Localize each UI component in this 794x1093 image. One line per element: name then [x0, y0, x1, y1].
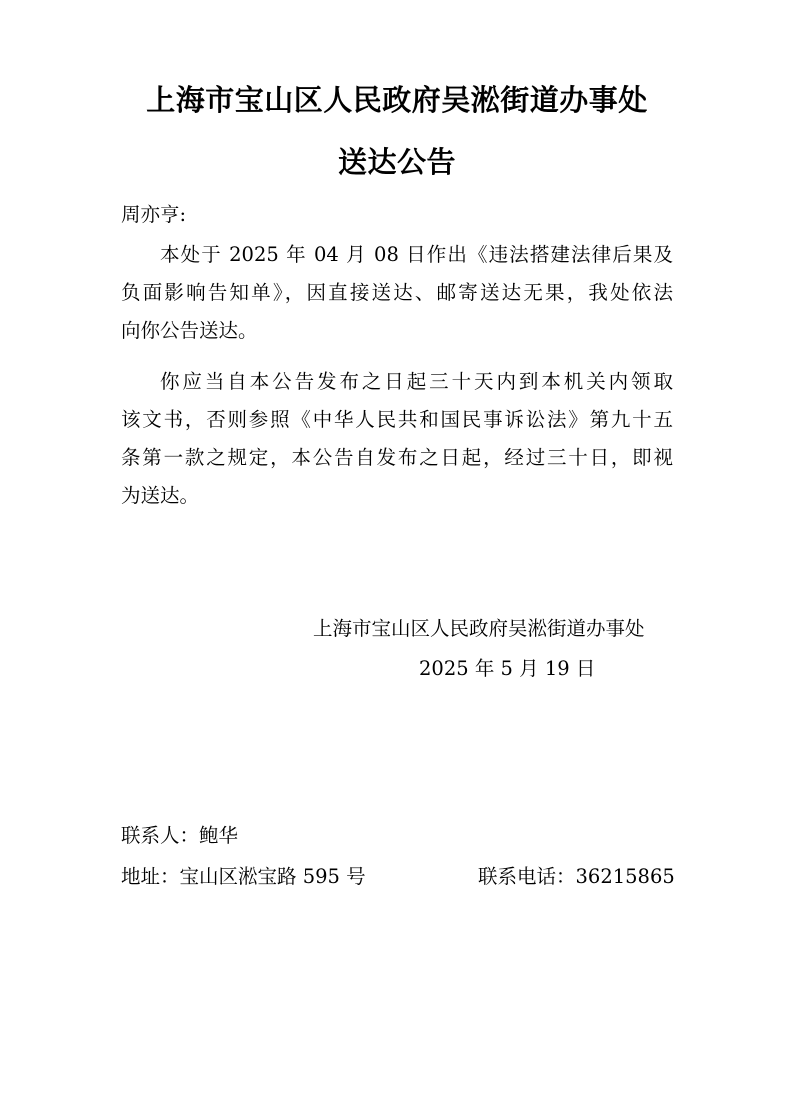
notice-paragraph-1 — [121, 236, 673, 350]
paragraph-2-line: 条第一款之规定，本公告自发布之日起，经过三十日，即视 — [121, 446, 673, 469]
paragraph-1-line: 负面影响告知单》，因直接送达、邮寄送达无果，我处依法 — [121, 281, 673, 304]
paragraph-2-line: 你应当自本公告发布之日起三十天内到本机关内领取 — [160, 370, 673, 393]
signature-date: 2025 年 5 月 19 日 — [419, 657, 596, 680]
paragraph-2-line: 该文书，否则参照《中华人民共和国民事诉讼法》第九十五 — [121, 408, 673, 431]
recipient-salutation: 周亦亨: — [121, 203, 187, 226]
notice-title: 送达公告 — [337, 145, 456, 179]
paragraph-1-line: 本处于 2025 年 04 月 08 日作出《违法搭建法律后果及 — [160, 243, 673, 266]
signature-organization: 上海市宝山区人民政府吴淞街道办事处 — [313, 617, 645, 640]
contact-person: 联系人：鲍华 — [121, 824, 239, 847]
paragraph-2-line: 为送达。 — [121, 484, 200, 507]
contact-phone: 联系电话：36215865 — [478, 865, 675, 888]
paragraph-1-line: 向你公告送达。 — [121, 319, 258, 342]
issuer-title: 上海市宝山区人民政府吴淞街道办事处 — [146, 83, 648, 117]
notice-paragraph-2 — [121, 363, 673, 515]
contact-address: 地址：宝山区淞宝路 595 号 — [121, 865, 366, 888]
